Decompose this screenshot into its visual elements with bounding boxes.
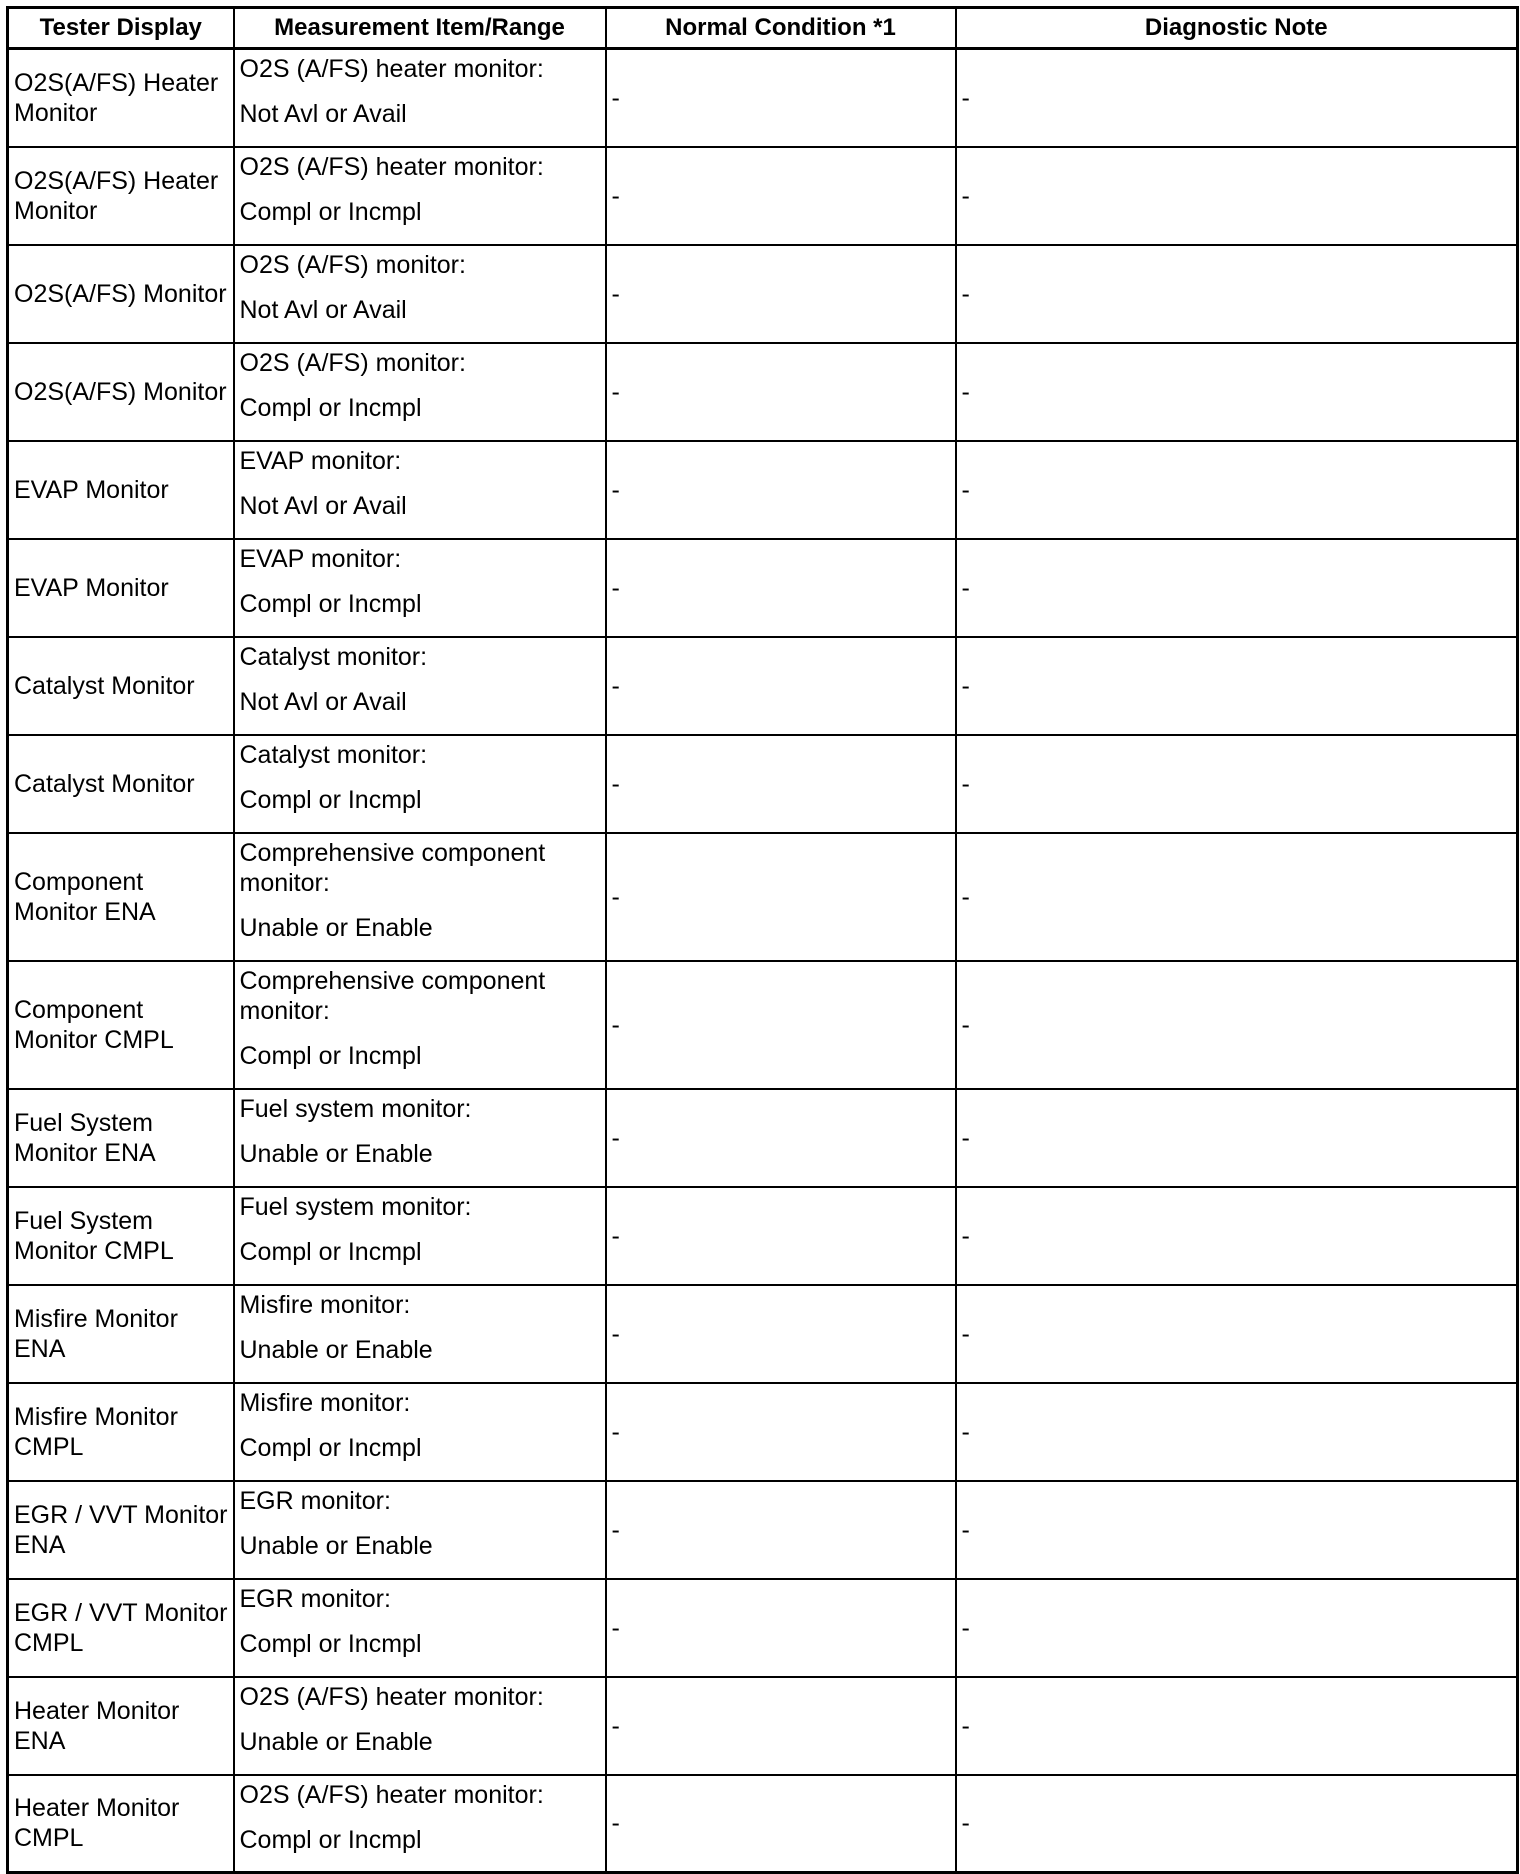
table-row	[8, 1383, 1518, 1481]
tester-display-cell: Heater Monitor ENA	[8, 1677, 234, 1775]
normal-condition-cell: -	[606, 1677, 956, 1775]
measurement-label: EGR monitor:	[239, 1584, 391, 1613]
normal-condition-cell: -	[606, 1481, 956, 1579]
tester-display-cell: Heater Monitor CMPL	[8, 1775, 234, 1873]
table-row	[8, 637, 1518, 735]
measurement-item-cell	[234, 147, 606, 245]
table-row	[8, 147, 1518, 245]
measurement-range: Not Avl or Avail	[239, 295, 407, 324]
diagnostic-note-cell: -	[956, 1285, 1518, 1383]
normal-condition-cell: -	[606, 343, 956, 441]
measurement-range: Compl or Incmpl	[239, 1629, 422, 1658]
diagnostic-note-cell: -	[956, 1481, 1518, 1579]
normal-condition-cell: -	[606, 441, 956, 539]
normal-condition-cell: -	[606, 1187, 956, 1285]
measurement-item-cell	[234, 1187, 606, 1285]
tester-display-cell: O2S(A/FS) Monitor	[8, 245, 234, 343]
tester-display-cell: O2S(A/FS) Heater Monitor	[8, 49, 234, 147]
diagnostic-note-cell: -	[956, 1677, 1518, 1775]
measurement-range: Compl or Incmpl	[239, 785, 422, 814]
diagnostic-note-cell: -	[956, 637, 1518, 735]
measurement-label: Comprehensive component monitor:	[239, 966, 546, 1025]
measurement-label: O2S (A/FS) heater monitor:	[239, 152, 544, 181]
measurement-label: Catalyst monitor:	[239, 642, 428, 671]
table-row	[8, 735, 1518, 833]
measurement-label: Misfire monitor:	[239, 1290, 411, 1319]
measurement-item-cell	[234, 1285, 606, 1383]
header-normal-condition: Normal Condition *1	[606, 8, 956, 49]
measurement-label: Catalyst monitor:	[239, 740, 428, 769]
measurement-item-cell	[234, 1383, 606, 1481]
diagnostic-note-cell: -	[956, 1775, 1518, 1873]
tester-display-cell: Component Monitor ENA	[8, 833, 234, 961]
measurement-range: Compl or Incmpl	[239, 1825, 422, 1854]
diagnostic-note-cell: -	[956, 833, 1518, 961]
measurement-range: Unable or Enable	[239, 1531, 433, 1560]
diagnostic-note-cell: -	[956, 245, 1518, 343]
tester-display-cell: O2S(A/FS) Heater Monitor	[8, 147, 234, 245]
measurement-item-cell	[234, 539, 606, 637]
measurement-label: Fuel system monitor:	[239, 1192, 472, 1221]
measurement-item-cell	[234, 245, 606, 343]
measurement-item-cell	[234, 637, 606, 735]
diagnostic-note-cell: -	[956, 539, 1518, 637]
measurement-range: Unable or Enable	[239, 913, 433, 942]
measurement-range: Compl or Incmpl	[239, 393, 422, 422]
measurement-item-cell	[234, 735, 606, 833]
diagnostic-note-cell: -	[956, 441, 1518, 539]
measurement-item-cell	[234, 441, 606, 539]
measurement-range: Compl or Incmpl	[239, 1041, 422, 1070]
header-row	[8, 8, 1518, 49]
measurement-label: Fuel system monitor:	[239, 1094, 472, 1123]
data-list-table	[6, 6, 1519, 1874]
diagnostic-note-cell: -	[956, 1089, 1518, 1187]
measurement-label: O2S (A/FS) heater monitor:	[239, 55, 544, 83]
measurement-range: Compl or Incmpl	[239, 1433, 422, 1462]
normal-condition-cell: -	[606, 833, 956, 961]
measurement-label: O2S (A/FS) monitor:	[239, 250, 466, 279]
measurement-item-cell	[234, 833, 606, 961]
table-row	[8, 49, 1518, 147]
table-body	[8, 49, 1518, 1873]
header-measurement-item: Measurement Item/Range	[234, 8, 606, 49]
table-header	[8, 8, 1518, 49]
measurement-range: Not Avl or Avail	[239, 491, 407, 520]
measurement-item-cell	[234, 1677, 606, 1775]
measurement-label: EVAP monitor:	[239, 446, 402, 475]
normal-condition-cell: -	[606, 1579, 956, 1677]
diagnostic-note-cell: -	[956, 961, 1518, 1089]
diagnostic-note-cell: -	[956, 735, 1518, 833]
normal-condition-cell: -	[606, 1285, 956, 1383]
table-row	[8, 833, 1518, 961]
normal-condition-cell: -	[606, 637, 956, 735]
measurement-range: Compl or Incmpl	[239, 197, 422, 226]
table-row	[8, 1677, 1518, 1775]
diagnostic-note-cell: -	[956, 1383, 1518, 1481]
measurement-item-cell	[234, 49, 606, 147]
normal-condition-cell: -	[606, 245, 956, 343]
normal-condition-cell: -	[606, 1089, 956, 1187]
diagnostic-note-cell: -	[956, 1579, 1518, 1677]
tester-display-cell: EGR / VVT Monitor ENA	[8, 1481, 234, 1579]
tester-display-cell: Misfire Monitor ENA	[8, 1285, 234, 1383]
normal-condition-cell: -	[606, 961, 956, 1089]
measurement-label: Misfire monitor:	[239, 1388, 411, 1417]
table-row	[8, 245, 1518, 343]
measurement-item-cell	[234, 1775, 606, 1873]
measurement-label: O2S (A/FS) heater monitor:	[239, 1780, 544, 1809]
measurement-item-cell	[234, 1481, 606, 1579]
header-tester-display: Tester Display	[8, 8, 234, 49]
tester-display-cell: EVAP Monitor	[8, 441, 234, 539]
table-row	[8, 1285, 1518, 1383]
normal-condition-cell: -	[606, 1775, 956, 1873]
measurement-range: Unable or Enable	[239, 1335, 433, 1364]
measurement-item-cell	[234, 343, 606, 441]
measurement-label: EGR monitor:	[239, 1486, 391, 1515]
measurement-label: EVAP monitor:	[239, 544, 402, 573]
diagnostic-note-cell: -	[956, 49, 1518, 147]
diagnostic-note-cell: -	[956, 147, 1518, 245]
table-row	[8, 1089, 1518, 1187]
table-row	[8, 539, 1518, 637]
normal-condition-cell: -	[606, 1383, 956, 1481]
table-row	[8, 1187, 1518, 1285]
normal-condition-cell: -	[606, 539, 956, 637]
tester-display-cell: Catalyst Monitor	[8, 637, 234, 735]
tester-display-cell: Fuel System Monitor ENA	[8, 1089, 234, 1187]
measurement-range: Unable or Enable	[239, 1727, 433, 1756]
measurement-item-cell	[234, 961, 606, 1089]
measurement-label: Comprehensive component monitor:	[239, 838, 546, 897]
table-row	[8, 441, 1518, 539]
diagnostic-note-cell: -	[956, 1187, 1518, 1285]
tester-display-cell: Catalyst Monitor	[8, 735, 234, 833]
measurement-range: Unable or Enable	[239, 1139, 433, 1168]
measurement-range: Not Avl or Avail	[239, 100, 407, 128]
measurement-range: Compl or Incmpl	[239, 1237, 422, 1266]
tester-display-cell: Component Monitor CMPL	[8, 961, 234, 1089]
table-row	[8, 1775, 1518, 1873]
table-row	[8, 1579, 1518, 1677]
header-diagnostic-note: Diagnostic Note	[956, 8, 1518, 49]
normal-condition-cell: -	[606, 49, 956, 147]
measurement-range: Not Avl or Avail	[239, 687, 407, 716]
tester-display-cell: Fuel System Monitor CMPL	[8, 1187, 234, 1285]
measurement-item-cell	[234, 1089, 606, 1187]
tester-display-cell: Misfire Monitor CMPL	[8, 1383, 234, 1481]
normal-condition-cell: -	[606, 735, 956, 833]
table-row	[8, 343, 1518, 441]
tester-display-cell: O2S(A/FS) Monitor	[8, 343, 234, 441]
tester-display-cell: EVAP Monitor	[8, 539, 234, 637]
normal-condition-cell: -	[606, 147, 956, 245]
table-row	[8, 961, 1518, 1089]
tester-display-cell: EGR / VVT Monitor CMPL	[8, 1579, 234, 1677]
measurement-item-cell	[234, 1579, 606, 1677]
measurement-label: O2S (A/FS) monitor:	[239, 348, 466, 377]
measurement-range: Compl or Incmpl	[239, 589, 422, 618]
measurement-label: O2S (A/FS) heater monitor:	[239, 1682, 544, 1711]
table-row	[8, 1481, 1518, 1579]
diagnostic-note-cell: -	[956, 343, 1518, 441]
